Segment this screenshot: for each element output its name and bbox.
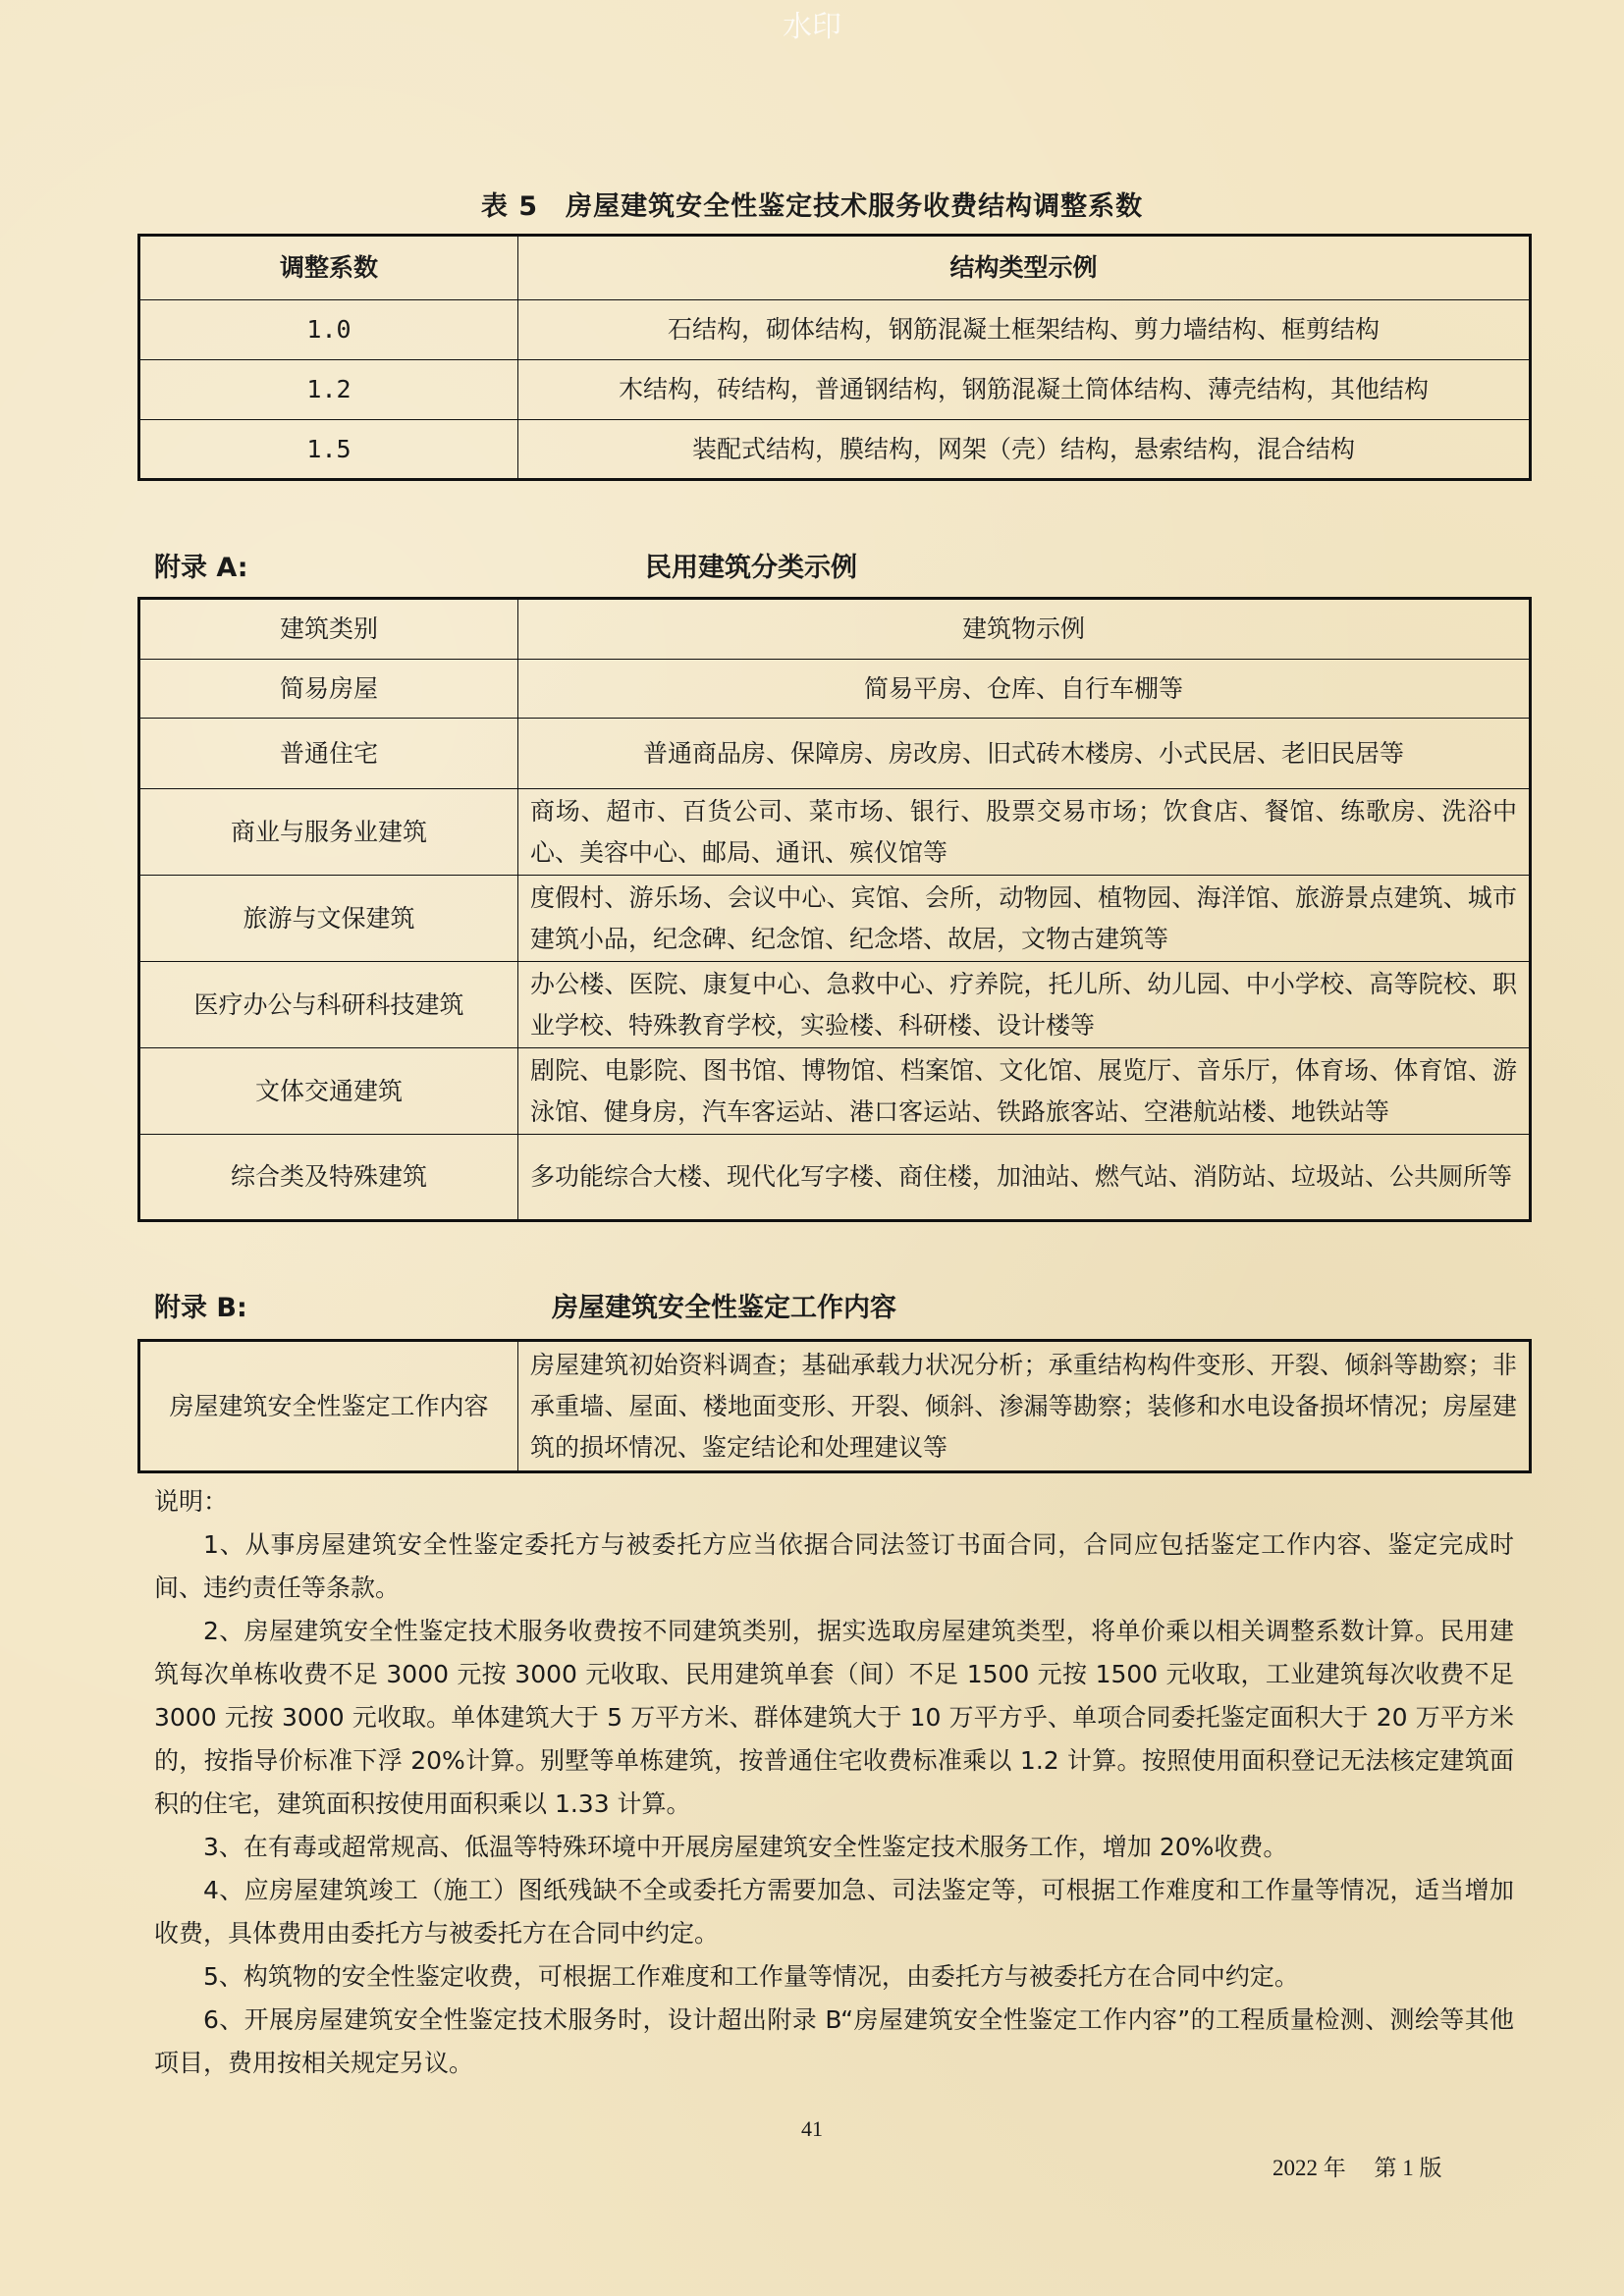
table-row bbox=[139, 1135, 1531, 1221]
table5-structure: 石结构，砌体结构，钢筋混凝土框架结构、剪力墙结构、框剪结构 bbox=[518, 300, 1531, 360]
appendix-a-header-examples: 建筑物示例 bbox=[518, 599, 1531, 660]
appendix-a-examples: 多功能综合大楼、现代化写字楼、商住楼，加油站、燃气站、消防站、垃圾站、公共厕所等 bbox=[518, 1135, 1531, 1221]
notes-heading: 说明： bbox=[154, 1487, 229, 1516]
appendix-a-category: 旅游与文保建筑 bbox=[139, 876, 518, 962]
appendix-a-title: 民用建筑分类示例 bbox=[645, 553, 857, 583]
note-item: 5、构筑物的安全性鉴定收费，可根据工作难度和工作量等情况，由委托方与被委托方在合同中约定。 bbox=[203, 1962, 1299, 1991]
appendix-a-header-category: 建筑类别 bbox=[139, 599, 518, 660]
appendix-a-examples: 简易平房、仓库、自行车棚等 bbox=[518, 660, 1531, 719]
appendix-a-header-row bbox=[139, 599, 1531, 660]
notes bbox=[154, 1480, 1514, 2085]
appendix-a-examples: 度假村、游乐场、会议中心、宾馆、会所，动物园、植物园、海洋馆、旅游景点建筑、城市建筑小品，纪念碑、纪念馆、纪念塔、故居，文物古建筑等 bbox=[518, 876, 1531, 962]
table5-coefficient: 1.0 bbox=[139, 300, 518, 360]
table5-header-row bbox=[139, 236, 1531, 300]
table-row bbox=[139, 789, 1531, 876]
table5-title: 表 5 房屋建筑安全性鉴定技术服务收费结构调整系数 bbox=[480, 191, 1144, 222]
appendix-b-title: 房屋建筑安全性鉴定工作内容 bbox=[552, 1293, 896, 1323]
table5-header-structure: 结构类型示例 bbox=[518, 236, 1531, 300]
appendix-a-table bbox=[137, 597, 1532, 1222]
table-row bbox=[139, 1048, 1531, 1135]
table-row bbox=[139, 876, 1531, 962]
table-row bbox=[139, 420, 1531, 480]
table-row bbox=[139, 360, 1531, 420]
table-row bbox=[139, 660, 1531, 719]
appendix-a-examples: 剧院、电影院、图书馆、博物馆、档案馆、文化馆、展览厅、音乐厅，体育场、体育馆、游泳馆、健身房，汽车客运站、港口客运站、铁路旅客站、空港航站楼、地铁站等 bbox=[518, 1048, 1531, 1135]
note-item: 3、在有毒或超常规高、低温等特殊环境中开展房屋建筑安全性鉴定技术服务工作，增加 20%收费。 bbox=[203, 1833, 1288, 1861]
note-item: 4、应房屋建筑竣工（施工）图纸残缺不全或委托方需要加急、司法鉴定等，可根据工作难度和工作量等情况，适当增加收费，具体费用由委托方与被委托方在合同中约定。 bbox=[154, 1876, 1514, 1948]
page-number: 41 bbox=[801, 2116, 823, 2141]
appendix-a-label: 附录 A: bbox=[154, 553, 248, 583]
note-item: 1、从事房屋建筑安全性鉴定委托方与被委托方应当依据合同法签订书面合同，合同应包括鉴定工作内容、鉴定完成时间、违约责任等条款。 bbox=[154, 1530, 1514, 1602]
table-row bbox=[139, 300, 1531, 360]
appendix-b-table bbox=[137, 1339, 1532, 1473]
note-item: 2、房屋建筑安全性鉴定技术服务收费按不同建筑类别，据实选取房屋建筑类型，将单价乘以相关调整系数计算。民用建筑每次单栋收费不足 3000 元按 3000 元收取、民用建筑单套（间）不足 1500 元按 1500 元收取，工业建筑每次收费不足 3000 元按 3000 元收取。单体建筑大于 5 万平方米、群体建筑大于 10 万平方乎、单项合同委托鉴定面积大于 20 万平方米的，按指导价标准下浮 20%计算。别墅等单栋建筑，按普通住宅收费标准乘以 1.2 计算。按照使用面积登记无法核定建筑面积的住宅，建筑面积按使用面积乘以 1.33 计算。 bbox=[154, 1617, 1514, 1818]
appendix-b-label: 附录 B: bbox=[154, 1293, 247, 1323]
appendix-a-category: 文体交通建筑 bbox=[139, 1048, 518, 1135]
appendix-a-examples: 商场、超市、百货公司、菜市场、银行、股票交易市场；饮食店、餐馆、练歌房、洗浴中心、美容中心、邮局、通讯、殡仪馆等 bbox=[518, 789, 1531, 876]
appendix-a-examples: 办公楼、医院、康复中心、急救中心、疗养院，托儿所、幼儿园、中小学校、高等院校、职业学校、特殊教育学校，实验楼、科研楼、设计楼等 bbox=[518, 962, 1531, 1048]
table-row bbox=[139, 1341, 1531, 1472]
watermark: 水印 bbox=[783, 10, 841, 44]
appendix-a-category: 综合类及特殊建筑 bbox=[139, 1135, 518, 1221]
table5-coefficient: 1.2 bbox=[139, 360, 518, 420]
appendix-a-examples: 普通商品房、保障房、房改房、旧式砖木楼房、小式民居、老旧民居等 bbox=[518, 719, 1531, 789]
table-row bbox=[139, 719, 1531, 789]
appendix-a-category: 医疗办公与科研科技建筑 bbox=[139, 962, 518, 1048]
table5-header-coefficient: 调整系数 bbox=[139, 236, 518, 300]
appendix-a-category: 普通住宅 bbox=[139, 719, 518, 789]
table-row bbox=[139, 962, 1531, 1048]
table5-coefficient: 1.5 bbox=[139, 420, 518, 480]
appendix-b-item: 房屋建筑安全性鉴定工作内容 bbox=[139, 1341, 518, 1472]
table5 bbox=[137, 234, 1532, 481]
appendix-a-category: 简易房屋 bbox=[139, 660, 518, 719]
appendix-b-content: 房屋建筑初始资料调查；基础承载力状况分析；承重结构构件变形、开裂、倾斜等勘察；非承重墙、屋面、楼地面变形、开裂、倾斜、渗漏等勘察；装修和水电设备损坏情况；房屋建筑的损坏情况、鉴定结论和处理建议等 bbox=[518, 1341, 1531, 1472]
appendix-a-category: 商业与服务业建筑 bbox=[139, 789, 518, 876]
table5-structure: 木结构，砖结构，普通钢结构，钢筋混凝土筒体结构、薄壳结构，其他结构 bbox=[518, 360, 1531, 420]
note-item: 6、开展房屋建筑安全性鉴定技术服务时，设计超出附录 B“房屋建筑安全性鉴定工作内容”的工程质量检测、测绘等其他项目，费用按相关规定另议。 bbox=[154, 2005, 1514, 2077]
edition-label: 2022 年 第 1 版 bbox=[1272, 2156, 1442, 2180]
table5-structure: 装配式结构，膜结构，网架（壳）结构，悬索结构，混合结构 bbox=[518, 420, 1531, 480]
